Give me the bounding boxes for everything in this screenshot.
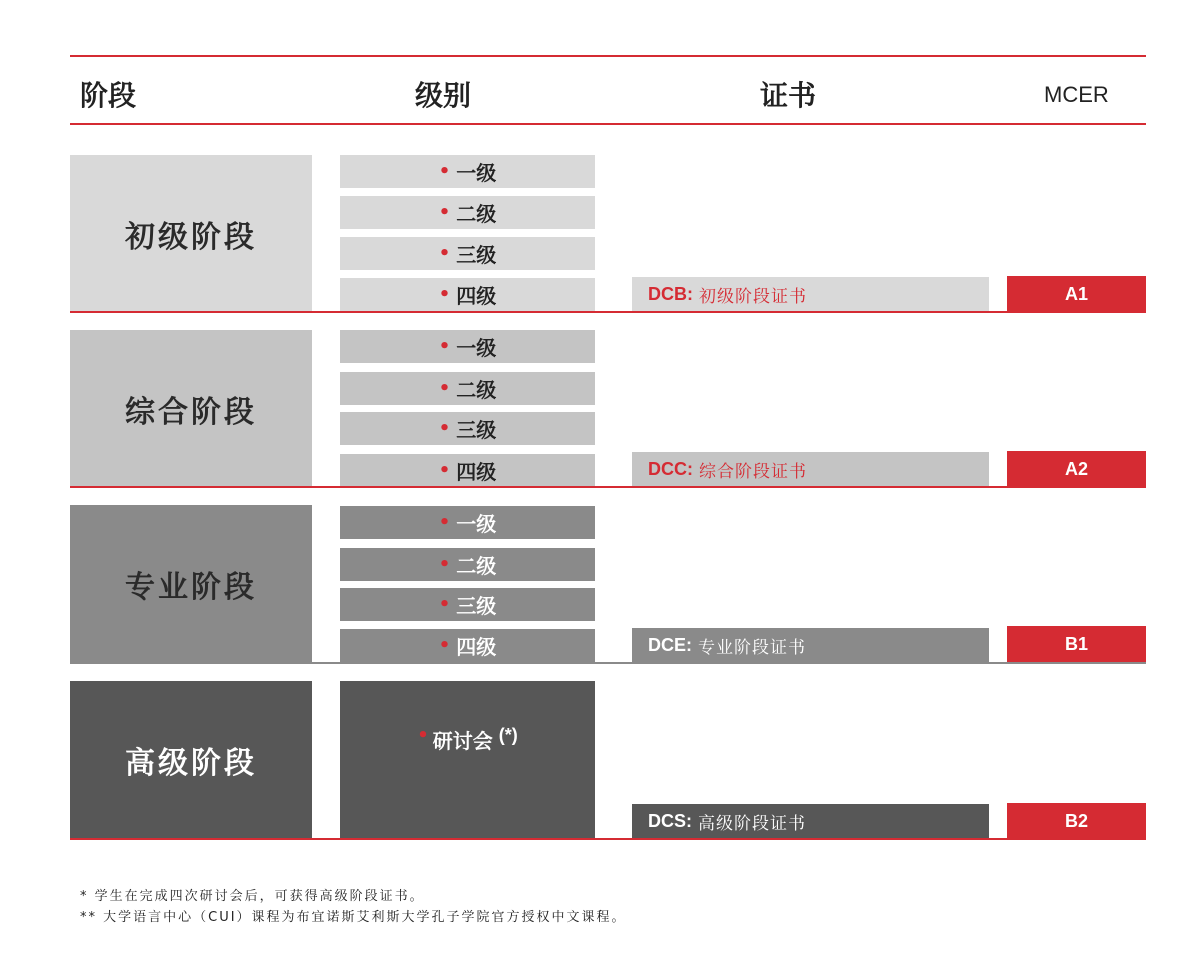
bullet-icon: • bbox=[438, 460, 451, 481]
stage-baseline bbox=[70, 486, 1146, 488]
certificate-code: DCE: bbox=[648, 635, 692, 655]
level-item bbox=[340, 330, 595, 363]
level-label: 四级 bbox=[456, 284, 497, 308]
bullet-icon: • bbox=[417, 725, 429, 746]
stage-baseline bbox=[70, 838, 1146, 840]
level-label: 二级 bbox=[456, 554, 497, 578]
seminar-label: 研讨会 bbox=[432, 729, 493, 753]
level-label: 一级 bbox=[456, 161, 497, 185]
stage-baseline bbox=[70, 662, 1146, 664]
mcer-badge bbox=[1007, 451, 1146, 487]
mcer-badge bbox=[1007, 626, 1146, 662]
level-item bbox=[340, 372, 595, 405]
stage-block bbox=[70, 155, 312, 312]
level-item bbox=[340, 155, 595, 188]
header-rule bbox=[70, 123, 1146, 125]
certificate-code: DCB: bbox=[648, 284, 693, 304]
mcer-level: A2 bbox=[1064, 458, 1088, 479]
level-label: 二级 bbox=[456, 378, 497, 402]
level-label: 四级 bbox=[456, 635, 497, 659]
bullet-icon: • bbox=[438, 512, 451, 533]
stage-baseline bbox=[70, 311, 1146, 313]
seminar-item bbox=[340, 681, 595, 839]
level-label: 三级 bbox=[456, 243, 497, 267]
certificate-name: 初级阶段证书 bbox=[699, 287, 807, 307]
stage-block bbox=[70, 505, 312, 662]
footnote-2: ** 大学语言中心（CUI）课程为布宜诺斯艾利斯大学孔子学院官方授权中文课程。 bbox=[80, 910, 627, 925]
certificate-box bbox=[632, 628, 989, 663]
level-label: 一级 bbox=[456, 336, 497, 360]
level-item bbox=[340, 237, 595, 270]
level-label: 三级 bbox=[456, 594, 497, 618]
certificate-box bbox=[632, 452, 989, 487]
stage-title: 综合阶段 bbox=[125, 394, 257, 430]
mcer-level: B1 bbox=[1064, 633, 1088, 654]
level-item bbox=[340, 588, 595, 621]
stage-block bbox=[70, 330, 312, 487]
bullet-icon: • bbox=[438, 161, 451, 182]
certificate-box bbox=[632, 804, 989, 839]
level-item bbox=[340, 278, 595, 311]
footnote-1: * 学生在完成四次研讨会后，可获得高级阶段证书。 bbox=[80, 889, 425, 904]
level-item bbox=[340, 629, 595, 662]
certificate-name: 高级阶段证书 bbox=[698, 814, 806, 834]
certificate-code: DCS: bbox=[648, 811, 692, 831]
level-label: 二级 bbox=[456, 202, 497, 226]
bullet-icon: • bbox=[438, 336, 451, 357]
bullet-icon: • bbox=[438, 202, 451, 223]
bullet-icon: • bbox=[438, 554, 451, 575]
level-item bbox=[340, 196, 595, 229]
header-level: 级别 bbox=[415, 79, 472, 112]
header-stage: 阶段 bbox=[80, 79, 137, 112]
seminar-footnote-mark: (*) bbox=[498, 725, 518, 745]
level-label: 四级 bbox=[456, 460, 497, 484]
certificate-name: 综合阶段证书 bbox=[699, 462, 807, 482]
certificate-box bbox=[632, 277, 989, 312]
mcer-badge bbox=[1007, 803, 1146, 839]
bullet-icon: • bbox=[438, 635, 451, 656]
bullet-icon: • bbox=[438, 284, 451, 305]
certificate-name: 专业阶段证书 bbox=[698, 638, 806, 658]
mcer-badge bbox=[1007, 276, 1146, 312]
level-item bbox=[340, 454, 595, 487]
stage-title: 专业阶段 bbox=[125, 569, 257, 605]
top-rule bbox=[70, 55, 1146, 57]
stage-title: 高级阶段 bbox=[125, 746, 257, 781]
stage-block bbox=[70, 681, 312, 839]
bullet-icon: • bbox=[438, 594, 451, 615]
bullet-icon: • bbox=[438, 243, 451, 264]
header-certificate: 证书 bbox=[760, 79, 817, 112]
mcer-level: A1 bbox=[1064, 283, 1088, 304]
header-mcer: MCER bbox=[1044, 82, 1109, 107]
level-item bbox=[340, 548, 595, 581]
mcer-level: B2 bbox=[1064, 810, 1088, 831]
bullet-icon: • bbox=[438, 378, 451, 399]
level-item bbox=[340, 506, 595, 539]
bullet-icon: • bbox=[438, 418, 451, 439]
level-item bbox=[340, 412, 595, 445]
level-label: 一级 bbox=[456, 512, 497, 536]
stage-title: 初级阶段 bbox=[125, 219, 257, 255]
level-label: 三级 bbox=[456, 418, 497, 442]
certificate-code: DCC: bbox=[648, 459, 693, 479]
